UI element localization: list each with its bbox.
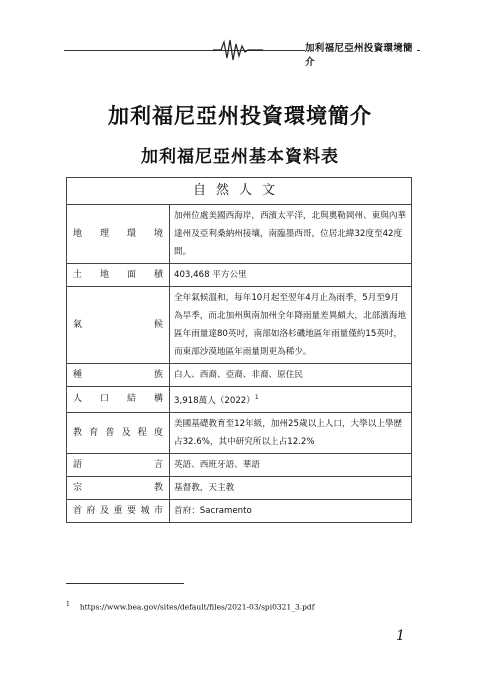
row-label: 種族 — [67, 364, 170, 387]
table-row — [67, 412, 412, 453]
row-label: 地理環境 — [67, 205, 170, 264]
footnote — [66, 601, 315, 612]
row-value: 加州位處美國西海岸，西濱太平洋，北與奧勒岡州、東與內華達州及亞利桑納州接壤，南臨墨西哥，位居北緯32度至42度間。 — [170, 205, 412, 264]
row-value: 全年氣候溫和，每年10月起至翌年4月止為雨季，5月至9月為旱季，而北加州與南加州全年降雨量差異頗大，北部濱海地區年雨量達80英吋，南部如洛杉磯地區年雨量僅約15英吋，而東部沙漠地區年雨量則更為稀少。 — [170, 287, 412, 364]
table-row — [67, 264, 412, 287]
table-row — [67, 387, 412, 413]
table-row — [67, 453, 412, 476]
page-title: 加利福尼亞州投資環境簡介 — [108, 104, 372, 128]
section-row — [67, 178, 412, 205]
page-number: 1 — [396, 628, 405, 644]
row-value: 基督教，天主教 — [170, 476, 412, 499]
footnote-ref[interactable]: 1 — [254, 394, 259, 401]
row-label: 教育普及程度 — [67, 412, 170, 453]
running-header-title: 加利福尼亞州投資環境簡介 — [305, 42, 417, 56]
table-row — [67, 476, 412, 499]
row-label: 宗教 — [67, 476, 170, 499]
row-value: 首府：Sacramento — [170, 499, 412, 522]
table-row — [67, 364, 412, 387]
section-header: 自然人文 — [67, 178, 412, 205]
row-value — [170, 387, 412, 413]
table-row — [67, 287, 412, 364]
footnote-link[interactable]: https://www.bea.gov/sites/default/files/2021-03/spi0321_3.pdf — [79, 602, 315, 612]
table-title: 加利福尼亞州基本資料表 — [141, 147, 339, 167]
row-value: 美國基礎教育至12年級，加州25歲以上人口，大學以上學歷占32.6%，其中研究所以上占12.2% — [170, 412, 412, 453]
row-label: 首府及重要城市 — [67, 499, 170, 522]
row-value: 英語、西班牙語、華語 — [170, 453, 412, 476]
basic-info-table — [66, 177, 412, 523]
row-label: 氣候 — [67, 287, 170, 364]
row-value: 白人、西裔、亞裔、非裔、原住民 — [170, 364, 412, 387]
row-label: 土地面積 — [67, 264, 170, 287]
population-value: 3,918萬人（2022） — [174, 395, 255, 406]
footnote-mark: 1 — [66, 601, 70, 608]
row-value: 403,468 平方公里 — [170, 264, 412, 287]
heartbeat-wave-icon — [213, 38, 263, 62]
row-label: 人口結構 — [67, 387, 170, 413]
table-row — [67, 499, 412, 522]
footnote-rule — [66, 583, 184, 584]
table-row — [67, 205, 412, 264]
row-label: 語言 — [67, 453, 170, 476]
